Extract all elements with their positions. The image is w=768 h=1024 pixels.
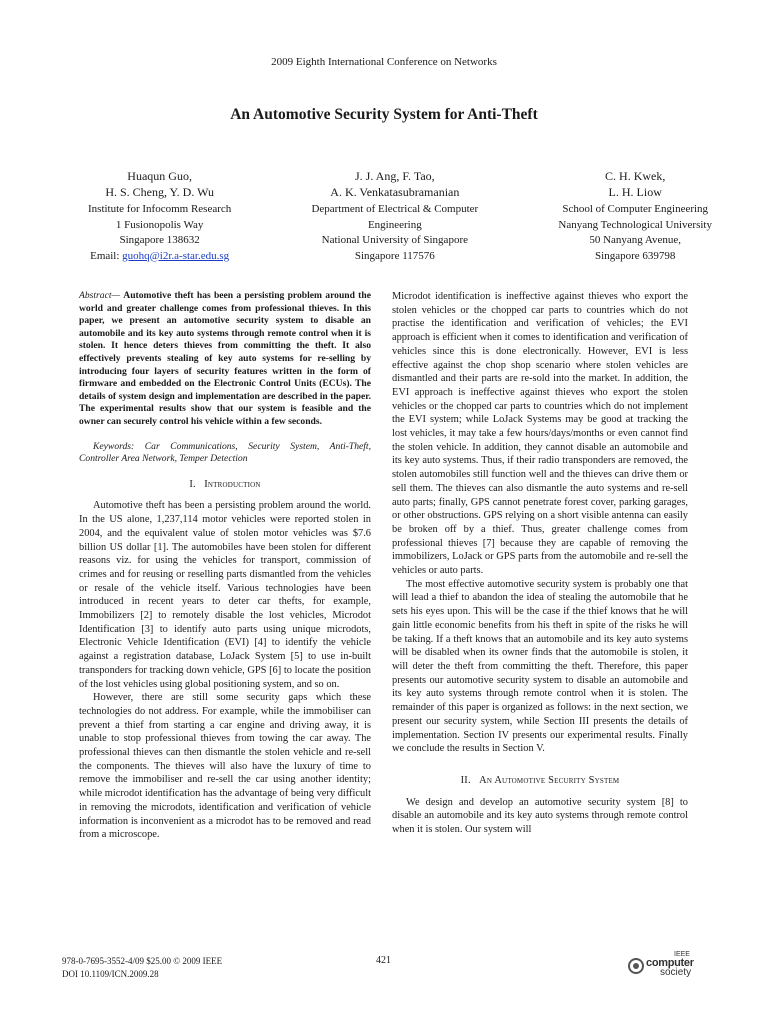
paper-title: An Automotive Security System for Anti-Theft: [230, 106, 538, 123]
abstract: [79, 290, 371, 429]
author-names-line: H. S. Cheng, Y. D. Wu: [105, 185, 214, 199]
affiliation-line: Nanyang Technological University: [558, 218, 712, 231]
section-heading-security-system: [392, 774, 688, 788]
section-title: Introduction: [204, 478, 261, 490]
left-column: [79, 290, 371, 842]
email-link[interactable]: guohq@i2r.a-star.edu.sg: [122, 249, 230, 262]
author-group-1: [88, 168, 231, 264]
author-group-3: [558, 168, 712, 264]
email-label: Email:: [90, 249, 123, 262]
paragraph: We design and develop an automotive security system [8] to disable an automobile and its key auto systems through remote control when it is stolen. Our system will: [392, 796, 688, 836]
email-line: [88, 249, 231, 265]
page-number: 421: [376, 955, 391, 966]
author-names-line: A. K. Venkatasubramanian: [330, 185, 460, 199]
section-number: I.: [189, 478, 196, 490]
paragraph: Automotive theft has been a persisting problem around the world. In the US alone, 1,237,114 motor vehicles were reported stolen in 2004, and the equivalent value of stolen motor vehicles was $7.6 billion US dollar [1]. The automobiles have been stolen for different reasons viz. for using the vehicles for transport, commission of crimes and for reusing or reselling parts dismantled from the vehicles or resale of the vehicle itself. Various technologies have been introduced in recent years to deter car thefts, for example, Immobilizers [2] to remotely disable the lost vehicles, Microdot Identification [3] to identify auto parts using unique microdots, Electronic Vehicle Identification (EVI) [4] to identify the vehicle against a registration database, LoJack System [5] to use in-built transponders for tracking down vehicle, GPS [6] to locate the position of the lost vehicles using global positioning system, and so on.: [79, 500, 371, 690]
affiliation-line: Institute for Infocomm Research: [88, 203, 232, 215]
section-number: II.: [460, 774, 471, 786]
author-names-line: J. J. Ang, F. Tao,: [354, 169, 435, 183]
author-names-line: L. H. Liow: [608, 185, 662, 199]
author-names-line: Huaqun Guo,: [127, 169, 192, 183]
right-column: [392, 290, 688, 837]
paragraph: Microdot identification is ineffective against thieves who export the stolen vehicles or the chopped car parts to countries which do not practise the identification and verification of vehicles; the EVI approach is efficient when it comes to identification and verification of vehicles since this is done electronically. However, EVI is less effective against the chop shop scenario where stolen vehicles are dismantled and their parts are re-sold into the market. In addition, the EVI approach is ineffective against thieves who export the stolen vehicles or the chopped car parts to countries which do not implement the EVI system; while LoJack Systems may be good at tracking the lost vehicles, it may take a few hours/days/months or even cannot find the stolen vehicle. In addition, they cannot disable an automobile and its key auto systems. Thus, if their radio transponders are removed, the stolen automobiles still function well and the thieves can drive them or sell them. The thieves can also dismantle the auto systems and re-sell auto parts; finally, GPS cannot penetrate forest cover, parking garages, or other obstructions. GPS relying on a short visible antenna can easily be broken off by a thief. Thus, greater challenge comes from professional thieves [7] because they are capable of removing the immobilizers, LoJack or GPS parts from the automobile and re-sell the vehicles or auto parts.: [392, 291, 688, 577]
affiliation-line: School of Computer Engineering: [562, 203, 709, 215]
footer-meta: [62, 955, 222, 981]
logo-circle-icon: [628, 958, 644, 974]
abstract-body: Automotive theft has been a persisting problem around the world and greater challenge comes from professional thieves. In this paper, we present an automotive security system to disable an automobile and its key auto systems through remote control when it is stolen. It hence deters thieves from committing the theft. It also effectively prevents stealing of key auto systems for re-selling by introducing four layers of security features written in the form of firmware and embedded on the Electronic Control Units (ECUs). The details of system design and implementation are described in the paper. The experimental results show that our system is feasible and the owner can securely control his vehicle within a few seconds.: [79, 290, 371, 427]
logo-ieee: IEEE: [674, 951, 690, 958]
conference-name: 2009 Eighth International Conference on Networks: [271, 56, 497, 68]
affiliation-line: 1 Fusionopolis Way: [115, 218, 204, 231]
logo-society: society: [660, 967, 692, 978]
author-group-2: [311, 168, 478, 264]
affiliation-line: Department of Electrical & Computer: [311, 203, 479, 215]
affiliation-line: Engineering: [367, 218, 422, 231]
logo-text: [646, 950, 694, 977]
author-block: [88, 168, 712, 264]
author-names-line: C. H. Kwek,: [605, 169, 666, 183]
keywords: Keywords: Car Communications, Security System, Anti-Theft, Controller Area Network, Temper Detection: [79, 440, 371, 465]
doi-line: DOI 10.1109/ICN.2009.28: [62, 969, 159, 979]
paragraph: However, there are still some security gaps which these technologies do not address. For example, while the immobiliser can prevent a thief from starting a car engine and driving away, it is unable to stop professional thieves from towing the car away. The professional thieves can then dismantle the stolen vehicle and re-sell the components. The thieves will also have the luxury of time to remove the immobiliser and re-sell the car using another identity; while microdot identification has the advantage of being very difficult in removing the microdots, identification and verification of vehicle information is inconvenient as a microdot has to be removed and read from a microscope.: [79, 692, 371, 841]
abstract-lead: Abstract—: [79, 290, 124, 301]
affiliation-line: Singapore 138632: [119, 234, 200, 246]
affiliation-line: Singapore 639798: [595, 249, 676, 262]
affiliation-line: National University of Singapore: [321, 234, 468, 246]
section-heading-introduction: [79, 478, 371, 492]
isbn-line: 978-0-7695-3552-4/09 $25.00 © 2009 IEEE: [62, 956, 223, 966]
paragraph: The most effective automotive security system is probably one that will lead a thief to abandon the idea of stealing the automobile that he sets his eyes upon. This will be the case if the thief knows that he will gain little economic benefits from his theft in spite of the risks he will be taking. If a theft knows that an automobile and its key auto systems will be disabled when its owner finds that the automobile is stolen, it will deter the theft from committing the theft. Therefore, this paper presents our automotive security system to disable an automobile and its key auto systems through remote control when it is stolen. The remainder of this paper is organized as follows: in the next section, we present our security system, while Section III presents the details of implementation. Section IV presents our experimental results. Finally we conclude the results in Section V.: [392, 578, 688, 755]
computer-society-logo: [628, 950, 708, 980]
section-title: An Automotive Security System: [479, 774, 620, 786]
affiliation-line: Singapore 117576: [354, 249, 435, 262]
logo-computer: computer: [646, 957, 694, 969]
affiliation-line: 50 Nanyang Avenue,: [589, 234, 682, 246]
